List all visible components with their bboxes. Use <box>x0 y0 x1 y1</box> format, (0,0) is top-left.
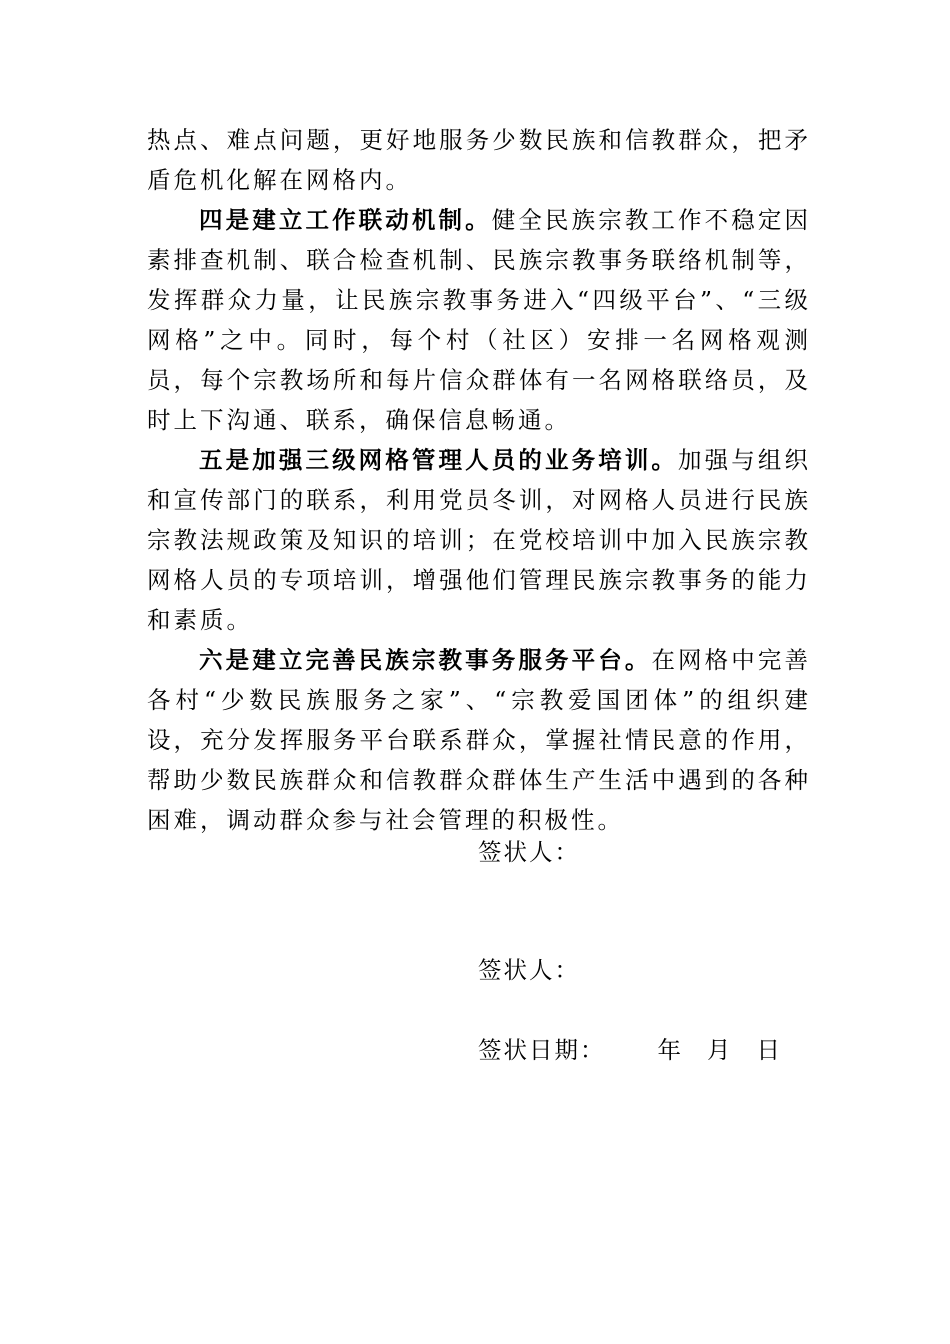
paragraph-lead-4: 四是建立工作联动机制。 <box>199 206 492 234</box>
continuation-paragraph: 热点、难点问题，更好地服务少数民族和信教群众，把矛盾危机化解在网格内。 <box>147 126 811 194</box>
paragraph-text-6: 在网格中完善各村“少数民族服务之家”、“宗教爱国团体”的组织建设，充分发挥服务平台联系群众，掌握社情民意的作用，帮助少数民族群众和信教群众群体生产生活中遇到的各种困难，调动群众参与社会管理的积极性。 <box>147 646 812 834</box>
paragraph-text-5: 加强与组织和宣传部门的联系，利用党员冬训，对网格人员进行民族宗教法规政策及知识的培训；在党校培训中加入民族宗教网格人员的专项培训，增强他们管理民族宗教事务的能力和素质。 <box>147 446 812 634</box>
signer-line-2: 签状人： <box>478 956 580 984</box>
sign-date-label: 签状日期： <box>478 1036 606 1064</box>
document-body <box>147 120 811 840</box>
signer-line-1: 签状人： <box>478 838 580 866</box>
sign-date-line <box>478 1034 782 1066</box>
paragraph-item-6 <box>147 640 811 840</box>
paragraph-lead-6: 六是建立完善民族宗教事务服务平台。 <box>199 646 652 674</box>
date-month-unit: 月 <box>707 1036 733 1064</box>
paragraph-item-5 <box>147 440 811 640</box>
date-year-unit: 年 <box>657 1036 683 1064</box>
paragraph-lead-5: 五是加强三级网格管理人员的业务培训。 <box>199 446 679 474</box>
paragraph-text-4: 健全民族宗教工作不稳定因素排查机制、联合检查机制、民族宗教事务联络机制等，发挥群众力量，让民族宗教事务进入“四级平台”、“三级网格”之中。同时，每个村（社区）安排一名网格观测员，每个宗教场所和每片信众群体有一名网格联络员，及时上下沟通、联系，确保信息畅通。 <box>147 206 811 434</box>
paragraph-item-4 <box>147 200 811 440</box>
date-day-unit: 日 <box>756 1036 782 1064</box>
